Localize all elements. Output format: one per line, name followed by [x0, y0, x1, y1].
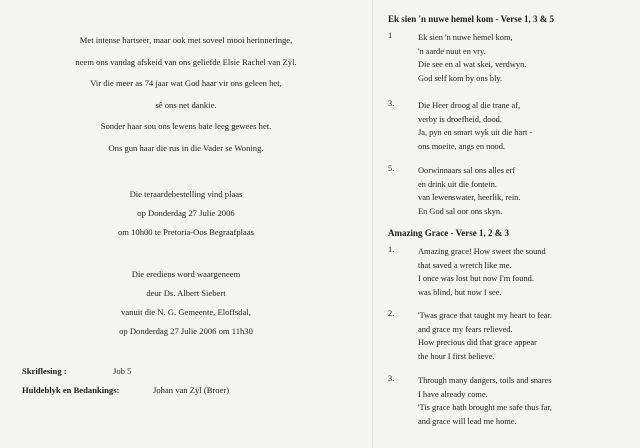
verse-line: verby is droefheid, dood.: [418, 114, 502, 124]
service-line: op Donderdag 27 Julie 2006 om 11h30: [119, 326, 253, 336]
verse-number: 2.: [388, 309, 395, 318]
verse-number: 5.: [388, 164, 395, 173]
burial-line: op Donderdag 27 Julie 2006: [137, 208, 235, 218]
verse-number: 1.: [388, 245, 395, 254]
program-label: Huldeblyk en Bedankings:: [22, 385, 120, 395]
verse-line: Ek sien 'n nuwe hemel kom,: [418, 33, 513, 42]
service-line: Die erediens word waargeneem: [131, 269, 241, 279]
verse-line: Die see en al wat skei, verdwyn.: [418, 60, 527, 70]
verse-line: Through many dangers, toils and snares: [418, 376, 552, 385]
service-line: deur Ds. Albert Siebert: [146, 288, 226, 298]
verse-line: Ja, pyn en smart wyk uit die hart -: [418, 128, 533, 138]
verse-line: and grace my fears relieved.: [418, 324, 513, 334]
hymn-title: Amazing Grace - Verse 1, 2 & 3: [388, 228, 509, 238]
tribute-text: [0, 30, 372, 159]
burial-line: Die teraardebestelling vind plaas: [129, 189, 243, 199]
verse-line: Amazing grace! How sweet the sound: [418, 247, 546, 256]
verse-line: van lewenswater, heerlik, rein.: [418, 193, 521, 203]
right-page: [372, 0, 640, 448]
verse-line: the hour I first believe.: [418, 351, 495, 361]
verse-line: God self kom by ons bly.: [418, 73, 503, 83]
verse-line: en drink uit die fontein.: [418, 179, 497, 189]
service-details: [0, 265, 372, 341]
tribute-line: sê ons net dankie.: [155, 99, 217, 110]
verse-line: I once was lost but now I'm found.: [418, 274, 534, 284]
verse-line: I have already come.: [418, 389, 488, 399]
service-line: vanuit die N. G. Gemeente, Eloffsdal,: [121, 307, 251, 317]
verse-line: 'n aarde nuut en vry.: [418, 46, 486, 56]
verse-line: How precious did that grace appear: [418, 338, 537, 348]
program-item-tribute: [22, 385, 229, 395]
program-value: Johan van Zÿl (Broer): [153, 385, 230, 395]
verse-number: 3.: [388, 99, 395, 108]
verse-line: 'Twas grace that taught my heart to fear.: [418, 311, 552, 320]
tribute-line: Sonder haar sou ons lewens baie leeg gewees het.: [100, 121, 272, 131]
verse-line: En God sal oor ons skyn.: [418, 206, 503, 216]
burial-line: om 10h00 te Pretoria-Oos Begraafplaas: [117, 227, 255, 237]
verse-line: was blind, but now I see.: [418, 287, 502, 297]
verse-line: Die Heer droog al die trane af,: [418, 101, 521, 110]
program-value: Job 5: [113, 366, 132, 376]
verse-number: 1: [388, 31, 393, 40]
verse-line: 'Tis grace hath brought me safe thus far,: [418, 403, 552, 413]
verse-line: and grace will lead me home.: [418, 416, 517, 426]
tribute-line: Met intense hartseer, maar ook met soveel mooi herinneringe,: [79, 35, 293, 45]
hymn-title: Ek sien 'n nuwe hemel kom - Verse 1, 3 & 5: [388, 14, 555, 24]
burial-details: [0, 185, 372, 242]
verse-line: ons moeite, angs en nood.: [418, 141, 505, 151]
verse-line: that saved a wretch like me.: [418, 260, 512, 270]
verse-line: Oorwinnaars sal ons alles erf: [418, 166, 516, 175]
verse-number: 3.: [388, 374, 395, 383]
tribute-line: Ons gun haar die rus in die Vader se Woning.: [108, 142, 264, 153]
program-label: Skriflesing :: [22, 366, 67, 376]
tribute-line: neem ons vandag afskeid van ons geliefde Elsie Rachel van Zÿl.: [75, 56, 297, 67]
program-item-scripture: [22, 366, 131, 376]
tribute-line: Vir die meer as 74 jaar wat God haar vir ons geleen het,: [90, 78, 282, 88]
